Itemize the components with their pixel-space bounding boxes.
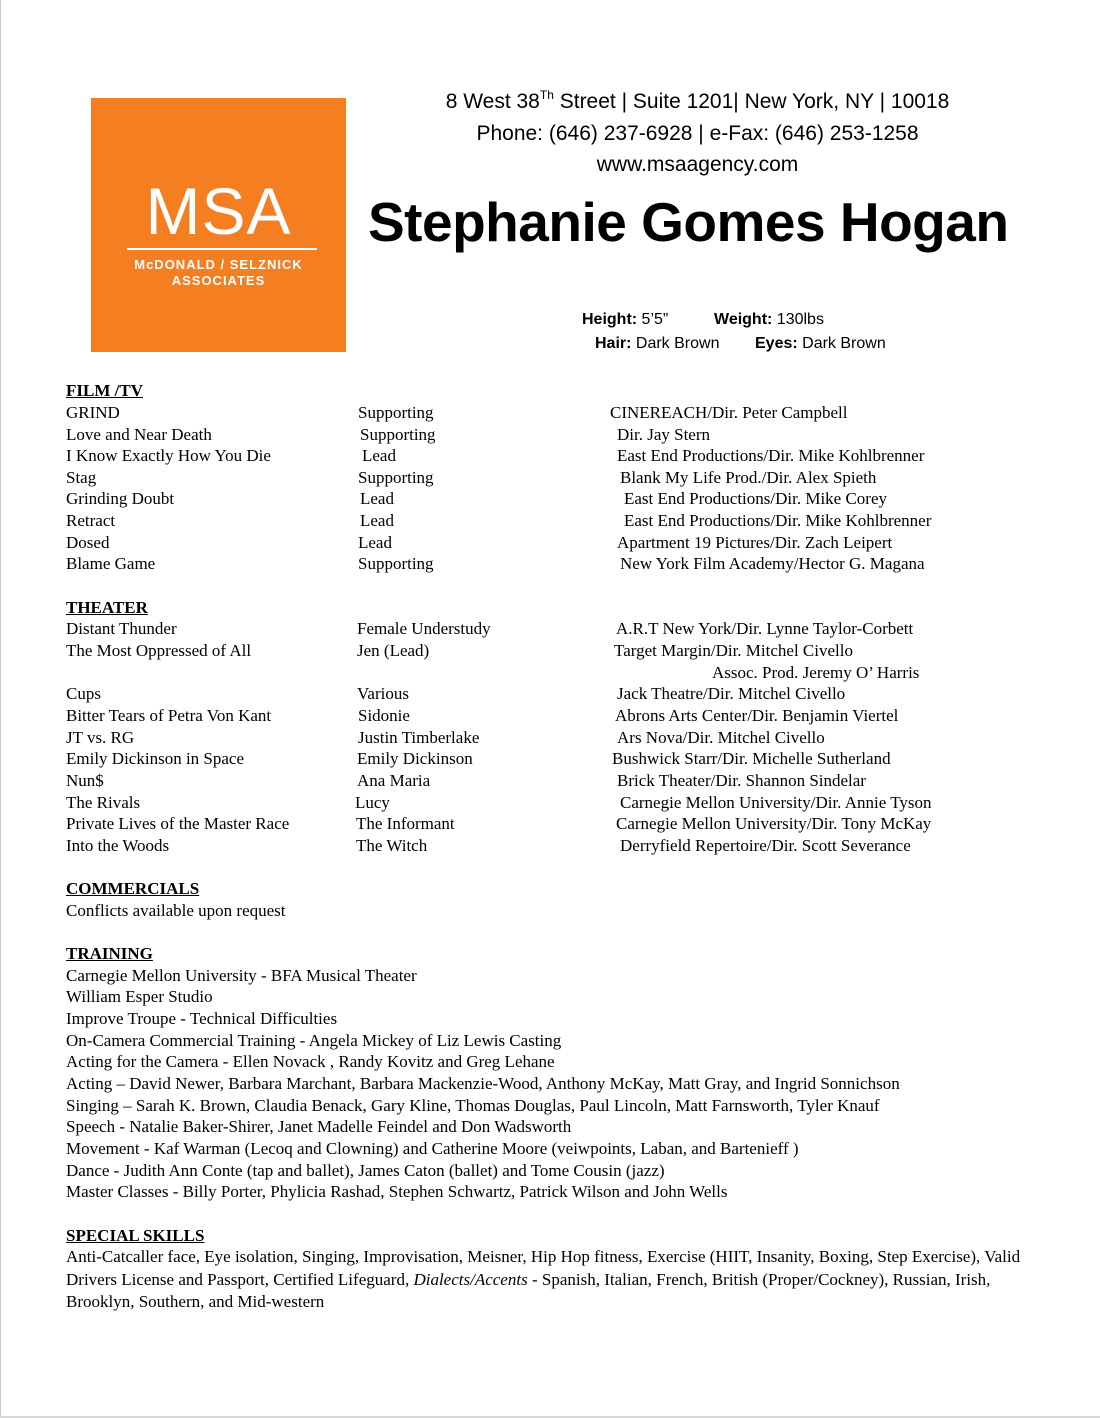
stat-weight: [714, 311, 824, 329]
address-superscript: Th: [539, 88, 554, 102]
film-role: Supporting: [360, 425, 436, 444]
training-line: On-Camera Commercial Training - Angela Mickey of Liz Lewis Casting: [66, 1031, 562, 1050]
theater-role: Justin Timberlake: [358, 728, 480, 747]
film-credit: New York Film Academy/Hector G. Magana: [620, 554, 925, 573]
theater-credit: Carnegie Mellon University/Dir. Tony McKay: [616, 814, 932, 833]
logo-letters: MSA: [145, 174, 292, 248]
training-line: Acting – David Newer, Barbara Marchant, Barbara Mackenzie-Wood, Anthony McKay, Matt Gray, and Ingrid Sonnichson: [66, 1074, 900, 1093]
theater-role: Ana Maria: [357, 771, 431, 790]
weight-value: 130lbs: [772, 311, 824, 328]
page-edge-left: [0, 0, 1, 1418]
theater-role: Lucy: [355, 793, 390, 812]
theater-title: Distant Thunder: [66, 619, 177, 638]
theater-role: Female Understudy: [357, 619, 491, 638]
training-line: Singing – Sarah K. Brown, Claudia Benack, Gary Kline, Thomas Douglas, Paul Lincoln, Matt Farnsworth, Tyler Knauf: [66, 1096, 880, 1115]
theater-credit: Bushwick Starr/Dir. Michelle Sutherland: [612, 749, 891, 768]
film-role: Lead: [358, 533, 392, 552]
theater-credit: Carnegie Mellon University/Dir. Annie Tyson: [620, 793, 932, 812]
theater-role: Jen (Lead): [357, 641, 430, 660]
film-credit: Blank My Life Prod./Dir. Alex Spieth: [620, 468, 877, 487]
hair-value: Dark Brown: [631, 335, 720, 352]
height-label: Height:: [582, 311, 638, 328]
film-credit: East End Productions/Dir. Mike Kohlbrenner: [617, 446, 925, 465]
theater-heading: THEATER: [66, 598, 148, 617]
logo-line-1: McDONALD / SELZNICK: [134, 257, 303, 272]
film-credit: CINEREACH/Dir. Peter Campbell: [610, 403, 848, 422]
special-skills-text: [66, 1246, 1051, 1314]
special-skills-heading: SPECIAL SKILLS: [66, 1226, 205, 1245]
agency-address: [370, 90, 1025, 114]
msa-logo: [91, 98, 346, 352]
eyes-label: Eyes:: [755, 335, 798, 352]
theater-credit: Abrons Arts Center/Dir. Benjamin Viertel: [615, 706, 899, 725]
training-line: Movement - Kaf Warman (Lecoq and Clowning) and Catherine Moore (veiwpoints, Laban, and Bartenieff ): [66, 1139, 799, 1158]
theater-title: The Most Oppressed of All: [66, 641, 252, 660]
film-role: Supporting: [358, 554, 434, 573]
theater-title: Cups: [66, 684, 101, 703]
stat-eyes: [755, 335, 886, 353]
training-line: Acting for the Camera - Ellen Novack , Randy Kovitz and Greg Lehane: [66, 1052, 555, 1071]
theater-role: Emily Dickinson: [357, 749, 473, 768]
theater-title: Private Lives of the Master Race: [66, 814, 290, 833]
theater-credit-continued: Assoc. Prod. Jeremy O’ Harris: [712, 663, 920, 682]
theater-title: The Rivals: [66, 793, 141, 812]
theater-role: The Witch: [356, 836, 428, 855]
film-title: Blame Game: [66, 554, 156, 573]
theater-title: JT vs. RG: [66, 728, 135, 747]
theater-credit: Jack Theatre/Dir. Mitchel Civello: [617, 684, 846, 703]
film-role: Lead: [360, 489, 394, 508]
training-line: Carnegie Mellon University - BFA Musical Theater: [66, 966, 417, 985]
film-title: Grinding Doubt: [66, 489, 175, 508]
theater-role: The Informant: [356, 814, 455, 833]
theater-title: Nun$: [66, 771, 104, 790]
address-start: 8 West 38: [445, 90, 540, 113]
stat-hair: [595, 335, 719, 353]
logo-rule: [127, 248, 317, 250]
stat-height: [582, 311, 668, 329]
theater-credit: Derryfield Repertoire/Dir. Scott Severance: [620, 836, 911, 855]
eyes-value: Dark Brown: [797, 335, 886, 352]
film-credit: Dir. Jay Stern: [617, 425, 711, 444]
commercials-heading: COMMERCIALS: [66, 879, 200, 898]
film-title: I Know Exactly How You Die: [66, 446, 271, 465]
hair-label: Hair:: [595, 335, 632, 352]
film-title: GRIND: [66, 403, 120, 422]
theater-role: Various: [357, 684, 409, 703]
training-heading: TRAINING: [66, 944, 153, 963]
film-credit: Apartment 19 Pictures/Dir. Zach Leipert: [617, 533, 893, 552]
film-role: Lead: [360, 511, 394, 530]
agency-website: www.msaagency.com: [596, 153, 799, 176]
theater-title: Bitter Tears of Petra Von Kant: [66, 706, 272, 725]
training-line: William Esper Studio: [66, 987, 213, 1006]
logo-line-2: ASSOCIATES: [171, 273, 266, 288]
theater-credit: Brick Theater/Dir. Shannon Sindelar: [617, 771, 866, 790]
film-title: Retract: [66, 511, 116, 530]
film-role: Supporting: [358, 468, 434, 487]
film-credit: East End Productions/Dir. Mike Corey: [624, 489, 888, 508]
film-credit: East End Productions/Dir. Mike Kohlbrenner: [624, 511, 932, 530]
skills-text-start: Anti-Catcaller face, Eye isolation, Singing, Improvisation, Meisner, Hip Hop fitness, Exercise (HIIT, Insanity, Boxing, Step Exercise), Valid Drivers License and Passport, Certified Lifeguard,: [66, 1247, 1021, 1289]
film-title: Love and Near Death: [66, 425, 212, 444]
theater-title: Into the Woods: [66, 836, 170, 855]
training-line: Master Classes - Billy Porter, Phylicia Rashad, Stephen Schwartz, Patrick Wilson and John Wells: [66, 1182, 728, 1201]
theater-credit: Ars Nova/Dir. Mitchel Civello: [617, 728, 825, 747]
skills-text-end: - Spanish, Italian, French, British (Proper/Cockney), Russian, Irish, Brooklyn, Southern, and Mid-western: [66, 1269, 991, 1311]
address-end: Street | Suite 1201| New York, NY | 10018: [553, 90, 950, 113]
skills-dialects-label: Dialects/Accents: [413, 1269, 528, 1289]
film-tv-heading: FILM /TV: [66, 381, 143, 400]
film-title: Dosed: [66, 533, 110, 552]
training-line: Improve Troupe - Technical Difficulties: [66, 1009, 338, 1028]
film-role: Supporting: [358, 403, 434, 422]
commercials-text: Conflicts available upon request: [66, 901, 286, 920]
height-value: 5’5”: [637, 311, 669, 328]
theater-credit: Target Margin/Dir. Mitchel Civello: [614, 641, 853, 660]
training-line: Speech - Natalie Baker-Shirer, Janet Madelle Feindel and Don Wadsworth: [66, 1117, 572, 1136]
film-title: Stag: [66, 468, 97, 487]
theater-title: Emily Dickinson in Space: [66, 749, 245, 768]
theater-role: Sidonie: [358, 706, 410, 725]
training-line: Dance - Judith Ann Conte (tap and ballet), James Caton (ballet) and Tome Cousin (jazz): [66, 1161, 665, 1180]
actor-name: Stephanie Gomes Hogan: [368, 191, 1009, 253]
theater-credit: A.R.T New York/Dir. Lynne Taylor-Corbett: [616, 619, 914, 638]
agency-phone: Phone: (646) 237-6928 | e-Fax: (646) 253-1258: [476, 122, 919, 145]
film-role: Lead: [362, 446, 396, 465]
weight-label: Weight:: [714, 311, 773, 328]
